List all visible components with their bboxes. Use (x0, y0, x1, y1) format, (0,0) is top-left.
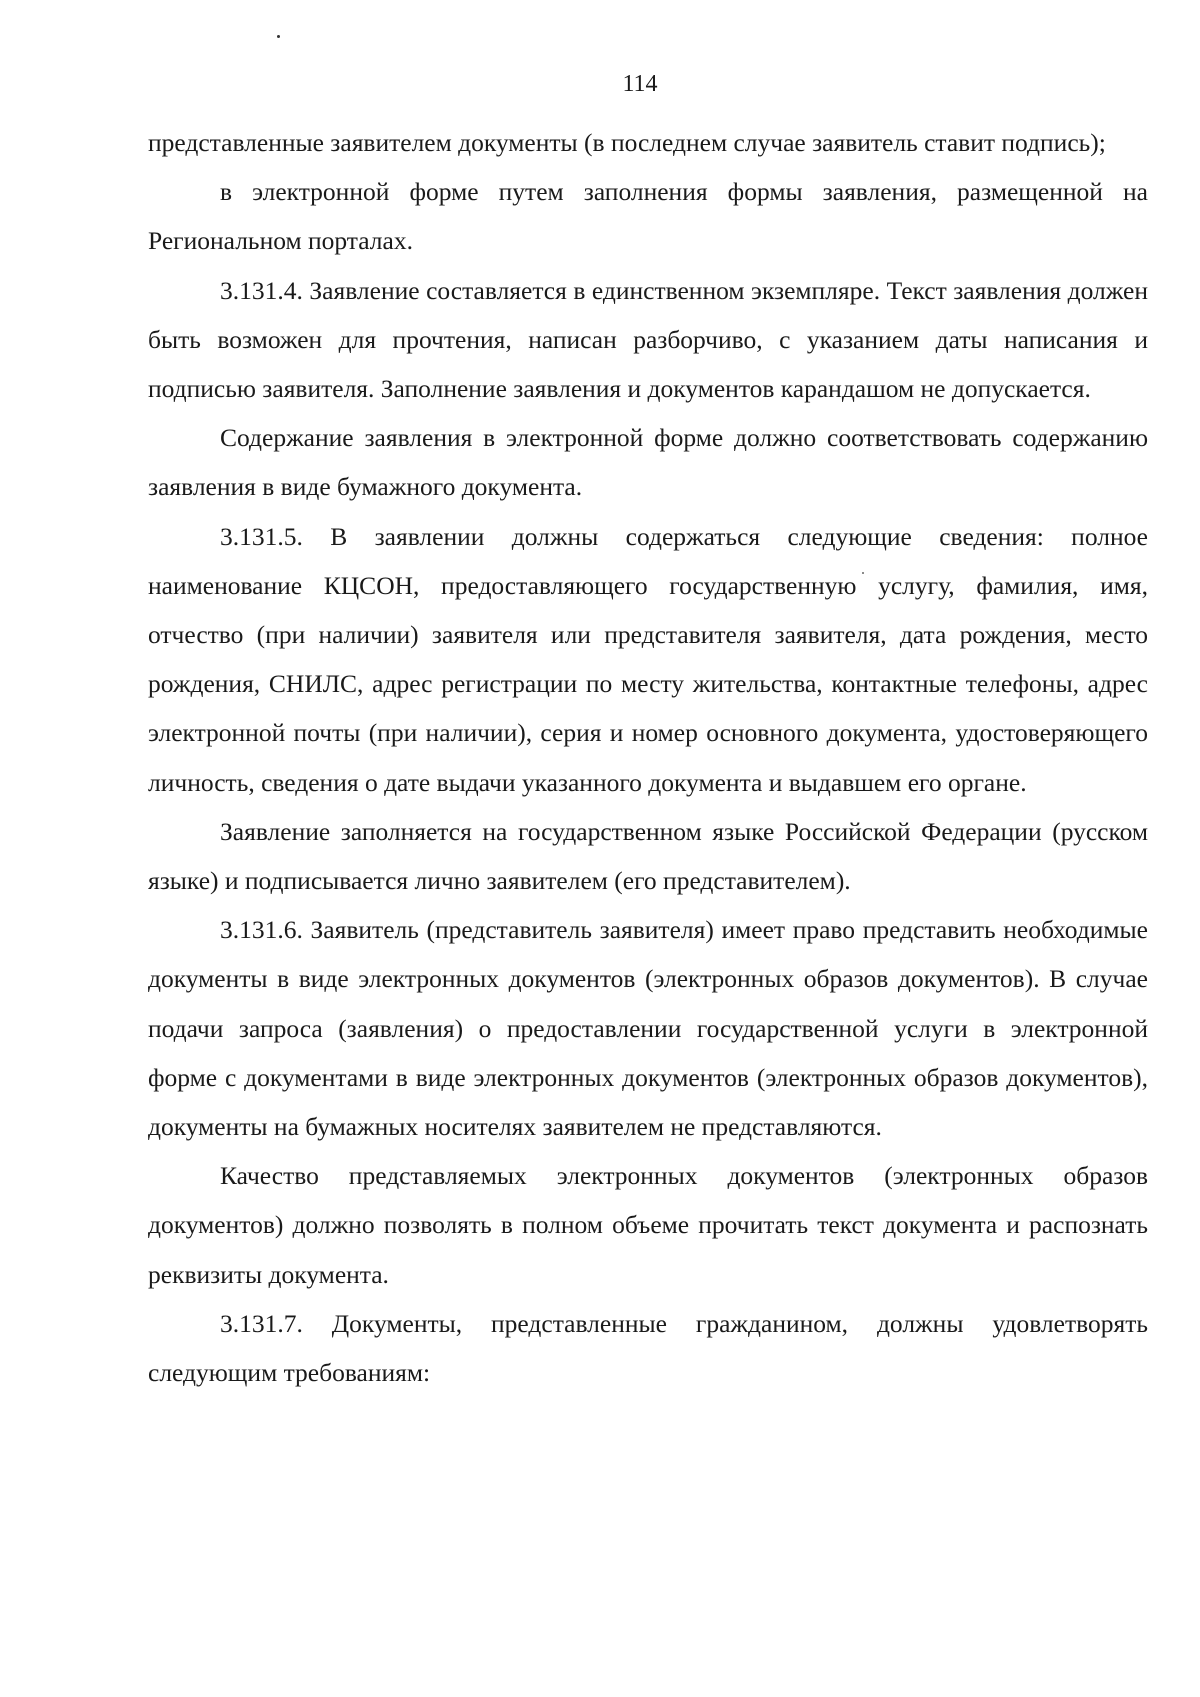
paragraph-electronic-content: Содержание заявления в электронной форме должно соответствовать содержанию заявления в виде бумажного документа. (148, 423, 1148, 502)
paragraph-3-131-7: 3.131.7. Документы, представленные гражданином, должны удовлетворять следующим требованиям: (148, 1308, 1148, 1388)
paragraph-3-131-4: 3.131.4. Заявление составляется в единственном экземпляре. Текст заявления должен быть возможен для прочтения, написан разборчиво, с указанием даты написания и подписью заявителя. Заполнение заявления и документов карандашом не допускается. (148, 275, 1148, 404)
paragraph-language: Заявление заполняется на государственном языке Российской Федерации (русском языке) и подписывается лично заявителем (его представителем). (148, 816, 1148, 896)
paragraph-continuation: представленные заявителем документы (в последнем случае заявитель ставит подпись); (148, 128, 1106, 157)
page-number: 114 (622, 71, 658, 97)
paragraph-quality: Качество представляемых электронных документов (электронных образов документов) должно позволять в полном объеме прочитать текст документа и распознать реквизиты документа. (148, 1161, 1148, 1289)
paragraph-electronic-form: в электронной форме путем заполнения формы заявления, размещенной на Региональном порталах. (148, 177, 1148, 256)
document-body (148, 118, 1148, 1397)
paragraph-3-131-5: 3.131.5. В заявлении должны содержаться следующие сведения: полное наименование КЦСОН, предоставляющего государственную услугу, фамилия, имя, отчество (при наличии) заявителя или представителя заявителя, дата рождения, место рождения, СНИЛС, адрес регистрации по месту жительства, контактные телефоны, адрес электронной почты (при наличии), серия и номер основного документа, удостоверяющего личность, сведения о дате выдачи указанного документа и выдавшем его органе. (148, 521, 1148, 797)
scan-speck (277, 35, 280, 38)
paragraph-3-131-6: 3.131.6. Заявитель (представитель заявителя) имеет право представить необходимые документы в виде электронных документов (электронных образов документов). В случае подачи запроса (заявления) о предоставлении государственной услуги в электронной форме с документами в виде электронных документов (электронных образов документов), документы на бумажных носителях заявителем не представляются. (148, 915, 1148, 1142)
